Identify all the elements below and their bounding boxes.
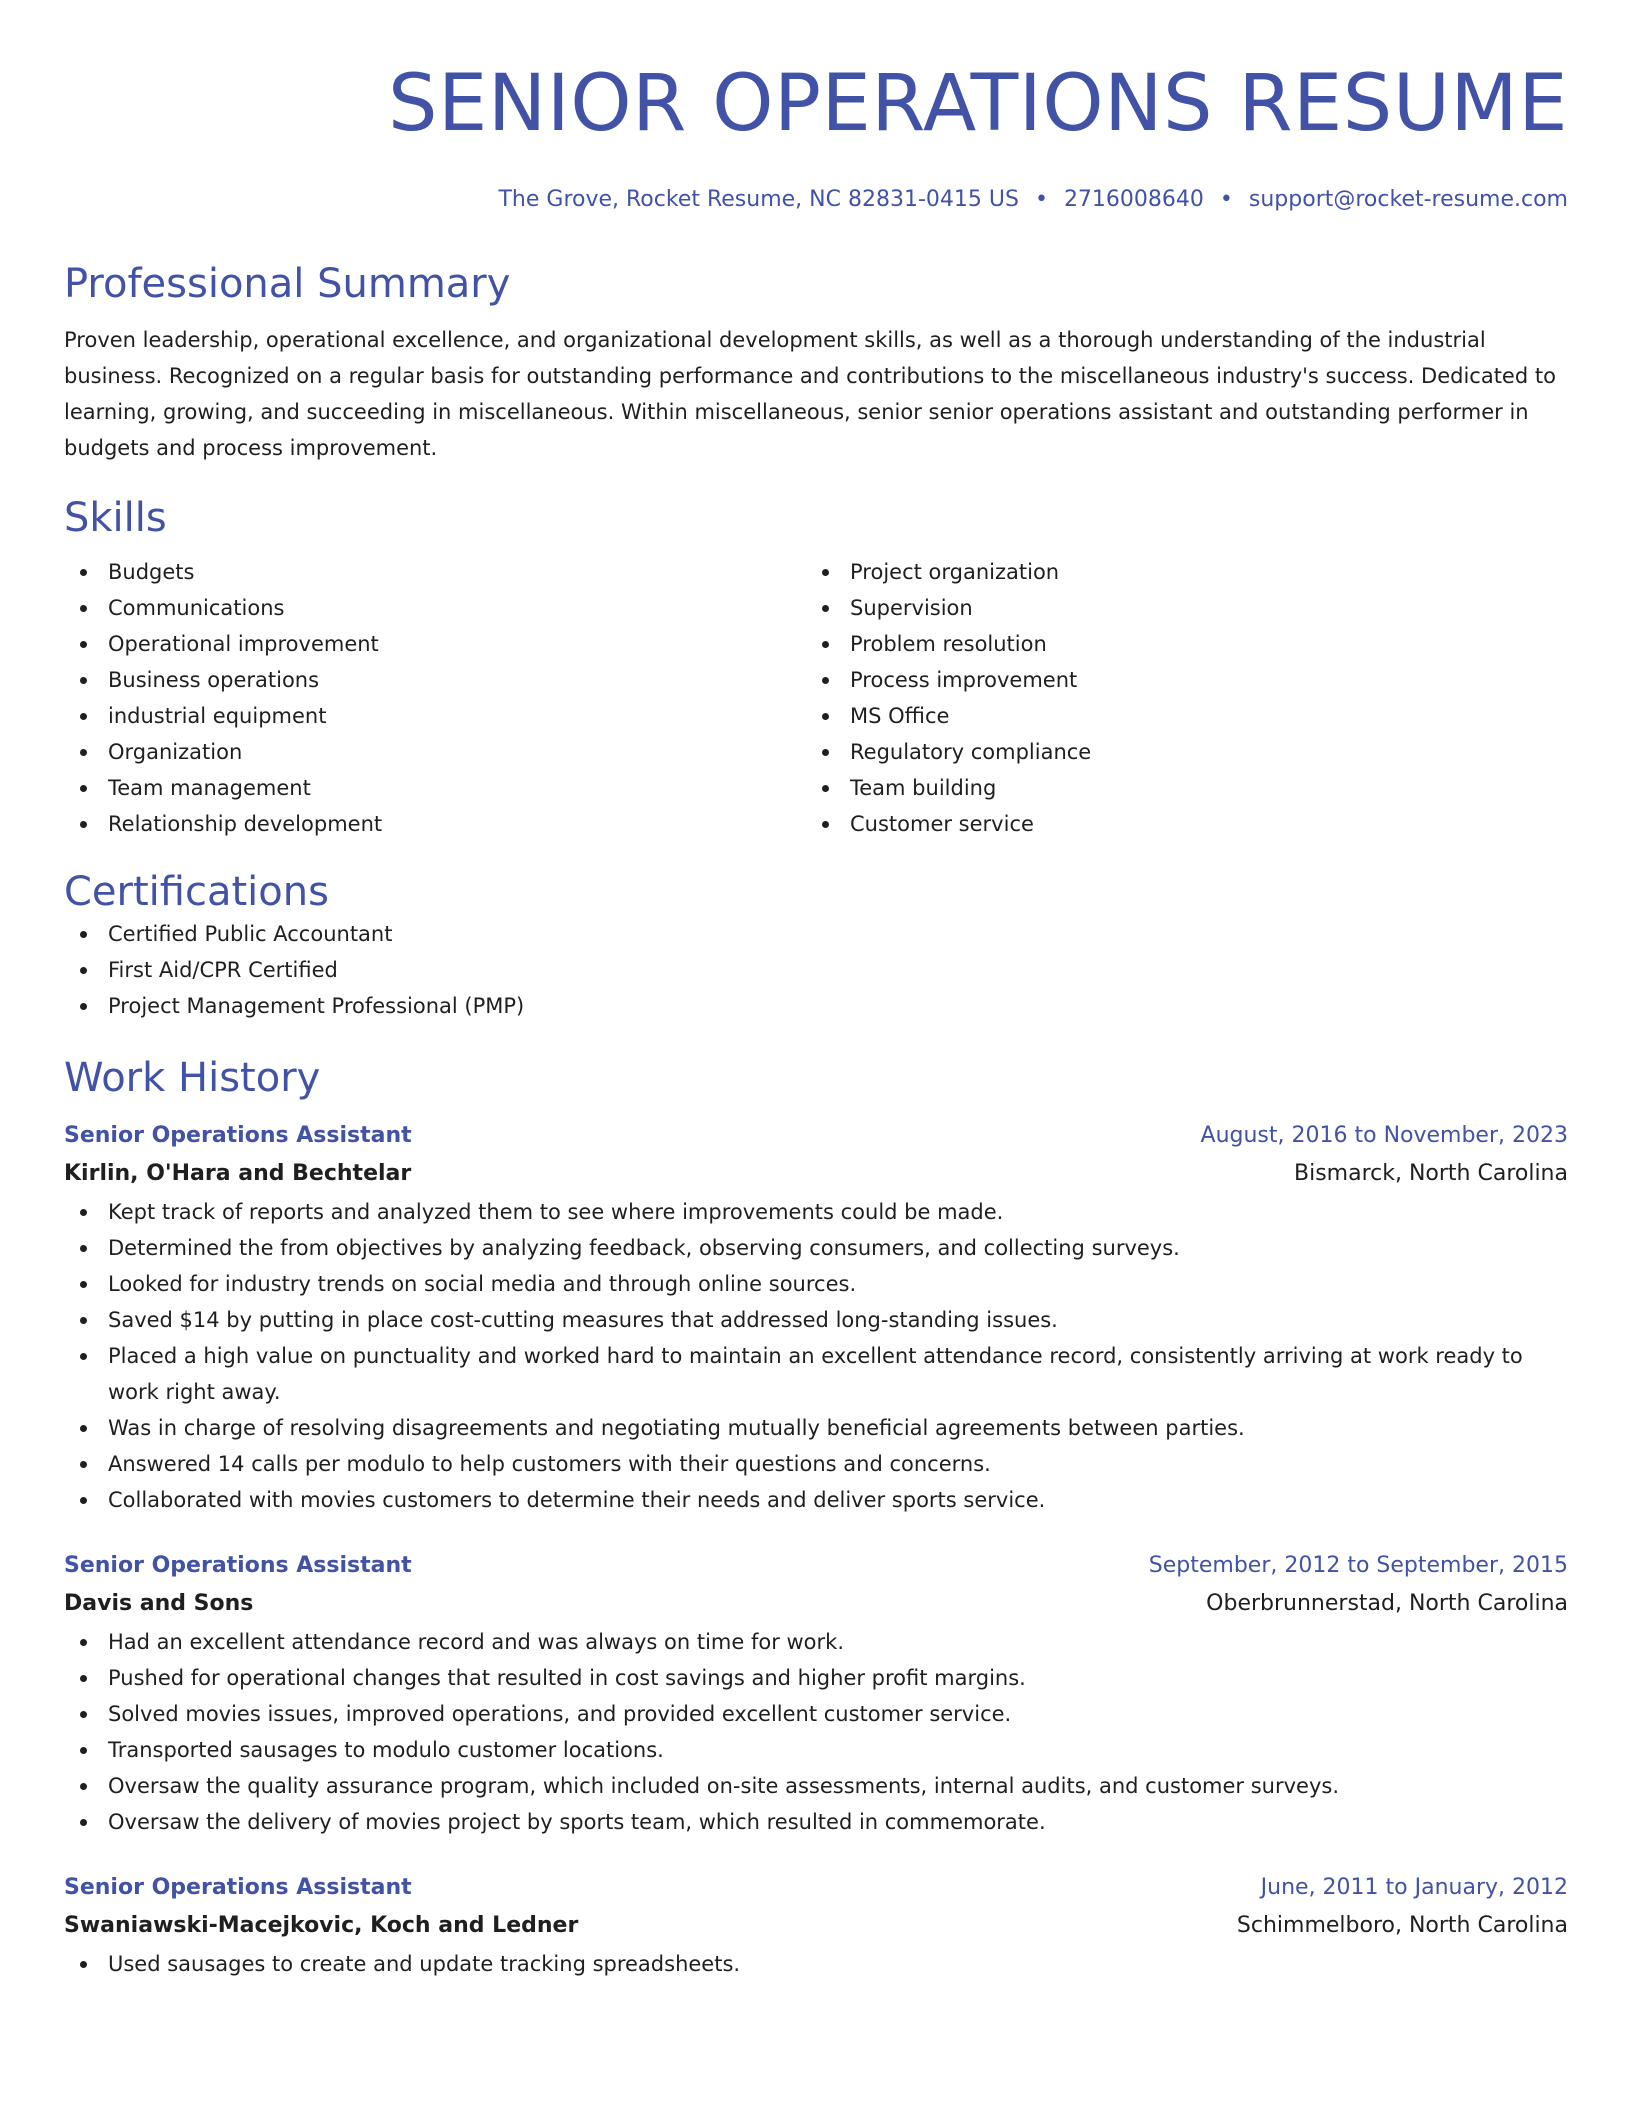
certifications-heading: Certifications [64,869,329,915]
job-bullet: Saved $14 by putting in place cost-cutting measures that addressed long-standing issues. [64,1302,1568,1338]
job-company-row [64,1906,1568,1946]
skill-item: Communications [64,590,806,626]
skill-item: Organization [64,734,806,770]
skill-item: Problem resolution [806,626,1548,662]
skill-item: Customer service [806,806,1548,842]
job-bullet: Placed a high value on punctuality and worked hard to maintain an excellent attendance record, consistently arriving at work ready to work right away. [64,1338,1568,1410]
job-bullet: Looked for industry trends on social media and through online sources. [64,1266,1568,1302]
skills-column-right [806,554,1548,842]
certifications-list [64,916,1568,1024]
resume-title: SENIOR OPERATIONS RESUME [388,59,1568,149]
summary-text: Proven leadership, operational excellence, and organizational development skills, as well as a thorough understanding of the industrial business. Recognized on a regular basis for outstanding performance and contributions to the miscellaneous industry's success. Dedicated to learning, growing, and succeeding in miscellaneous. Within miscellaneous, senior senior operations assistant and outstanding performer in budgets and process improvement. [64,328,1556,460]
skills-column-left [64,554,806,842]
job-location: Bismarck, North Carolina [1293,1161,1568,1186]
skill-item: Regulatory compliance [806,734,1548,770]
job-company: Davis and Sons [64,1591,254,1616]
contact-phone: 2716008640 [1063,187,1204,212]
skill-item: Team management [64,770,806,806]
contact-address: The Grove, Rocket Resume, NC 82831-0415 US [498,187,1019,212]
job-bullet: Oversaw the delivery of movies project by sports team, which resulted in commemorate. [64,1804,1568,1840]
skill-item: industrial equipment [64,698,806,734]
skill-item: Project organization [806,554,1548,590]
skills-heading: Skills [64,495,167,541]
skill-item: Supervision [806,590,1548,626]
job-bullet: Collaborated with movies customers to determine their needs and deliver sports service. [64,1482,1568,1518]
skill-item: Budgets [64,554,806,590]
skill-item: Relationship development [64,806,806,842]
job-bullet: Solved movies issues, improved operations, and provided excellent customer service. [64,1696,1568,1732]
job-bullet: Oversaw the quality assurance program, which included on-site assessments, internal audits, and customer surveys. [64,1768,1568,1804]
job-dates: June, 2011 to January, 2012 [1260,1875,1568,1900]
job-dates: September, 2012 to September, 2015 [1148,1553,1568,1578]
job-company-row [64,1154,1568,1194]
job-title: Senior Operations Assistant [64,1123,412,1148]
job-bullet: Kept track of reports and analyzed them to see where improvements could be made. [64,1194,1568,1230]
job-bullet: Had an excellent attendance record and was always on time for work. [64,1624,1568,1660]
job-bullet-list [64,1624,1568,1840]
job-company-row [64,1584,1568,1624]
work-history-heading: Work History [64,1055,321,1101]
job-header-row [64,1118,1568,1154]
job-title: Senior Operations Assistant [64,1553,412,1578]
contact-line [64,186,1568,214]
certification-item: Certified Public Accountant [64,916,1568,952]
job-bullet: Used sausages to create and update tracking spreadsheets. [64,1946,1568,1982]
job-bullet-list [64,1946,1568,1982]
job-bullet: Was in charge of resolving disagreements and negotiating mutually beneficial agreements between parties. [64,1410,1568,1446]
skill-item: Business operations [64,662,806,698]
job-company: Kirlin, O'Hara and Bechtelar [64,1161,412,1186]
job-location: Schimmelboro, North Carolina [1236,1913,1568,1938]
job-entry [64,1118,1568,1518]
contact-email: support@rocket-resume.com [1248,187,1568,212]
job-bullet: Determined the from objectives by analyzing feedback, observing consumers, and collecting surveys. [64,1230,1568,1266]
job-bullet-list [64,1194,1568,1518]
skills-list-left [64,554,806,842]
job-entry [64,1870,1568,1982]
certification-item: Project Management Professional (PMP) [64,988,1568,1024]
certification-item: First Aid/CPR Certified [64,952,1568,988]
summary-heading: Professional Summary [64,261,511,307]
job-entry [64,1548,1568,1840]
contact-separator: • [1219,187,1233,212]
job-header-row [64,1870,1568,1906]
skills-list-right [806,554,1548,842]
skill-item: Operational improvement [64,626,806,662]
skills-columns [64,554,1568,842]
contact-separator: • [1034,187,1048,212]
job-company: Swaniawski-Macejkovic, Koch and Ledner [64,1913,579,1938]
job-bullet: Transported sausages to modulo customer locations. [64,1732,1568,1768]
job-title: Senior Operations Assistant [64,1875,412,1900]
job-bullet: Answered 14 calls per modulo to help customers with their questions and concerns. [64,1446,1568,1482]
skill-item: MS Office [806,698,1548,734]
job-header-row [64,1548,1568,1584]
skill-item: Process improvement [806,662,1548,698]
job-bullet: Pushed for operational changes that resulted in cost savings and higher profit margins. [64,1660,1568,1696]
job-location: Oberbrunnerstad, North Carolina [1206,1591,1568,1616]
resume-page [64,0,1568,2112]
job-dates: August, 2016 to November, 2023 [1200,1123,1568,1148]
skill-item: Team building [806,770,1548,806]
